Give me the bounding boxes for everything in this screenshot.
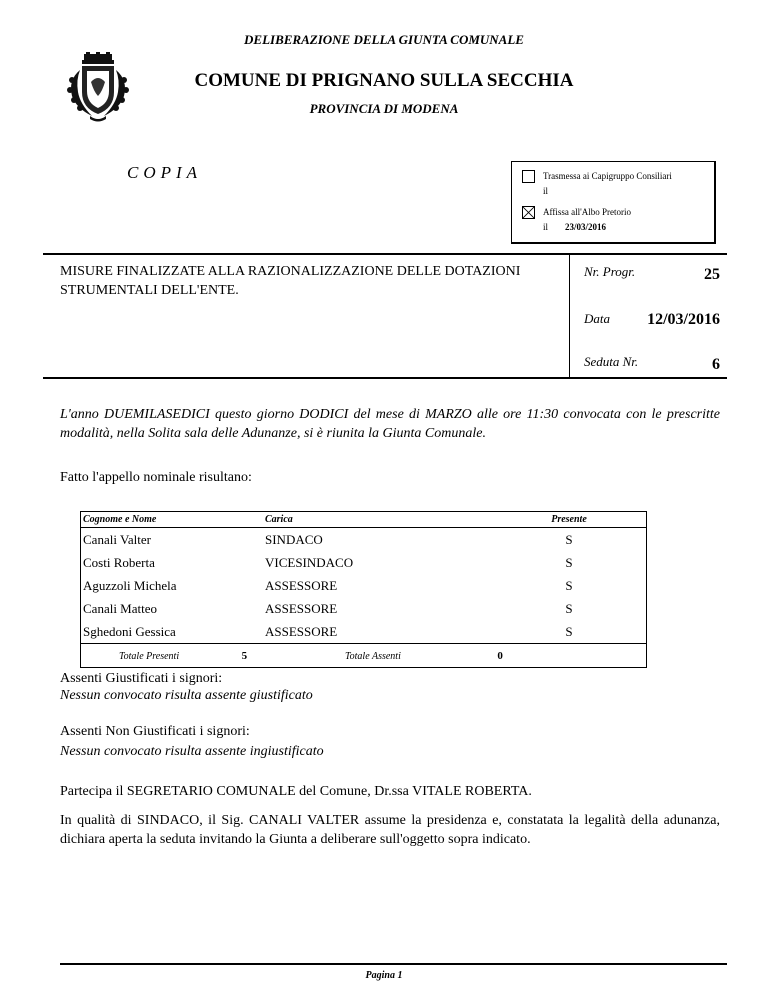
table-row [81,528,647,552]
member-presence: S [492,620,647,644]
capigruppo-date-label: il [543,186,549,196]
page-number: Pagina 1 [365,970,403,981]
table-row [81,574,647,597]
assenti-non-giustificati-label: Assenti Non Giustificati i signori: [60,724,250,739]
seduta-label: Seduta Nr. [584,354,639,369]
member-role: ASSESSORE [265,623,338,639]
data-label: Data [584,311,610,326]
albo-checkbox [522,206,535,219]
member-presence: S [492,551,647,574]
member-role: VICESINDACO [265,554,354,570]
data-value: 12/03/2016 [647,311,720,328]
header-carica: Carica [263,512,492,528]
header-presente: Presente [492,512,647,528]
divider-mid [43,377,727,379]
header-name: Cognome e Nome [81,512,264,528]
totale-assenti-value: 0 [497,649,503,662]
assenti-non-giustificati-text: Nessun convocato risulta assente ingiustificato [60,744,324,759]
member-name: Costi Roberta [81,551,264,574]
member-presence: S [492,574,647,597]
assenti-giustificati-text: Nessun convocato risulta assente giustificato [60,688,313,703]
attendance-table [80,511,647,668]
segretario-paragraph: Partecipa il SEGRETARIO COMUNALE del Comune, Dr.ssa VITALE ROBERTA. [60,784,532,799]
albo-date: 23/03/2016 [565,222,607,232]
deliberation-subject: MISURE FINALIZZATE ALLA RAZIONALIZZAZIONE DELLE DOTAZIONI STRUMENTALI DELL'ENTE. [60,264,521,298]
copia-label: COPIA [127,163,203,182]
capigruppo-label: Trasmessa ai Capigruppo Consiliari [543,171,672,181]
table-row [81,597,647,620]
appello-text: Fatto l'appello nominale risultano: [60,470,252,485]
intro-paragraph: L'anno DUEMILASEDICI questo giorno DODICI del mese di MARZO alle ore 11:30 convocata con le prescritte modalità, nella Solita sala delle Adunanze, si è riunita la Giunta Comunale. [60,407,720,441]
member-role: ASSESSORE [265,577,338,593]
member-presence: S [492,528,647,552]
document-type-title: DELIBERAZIONE DELLA GIUNTA COMUNALE [244,32,524,47]
totale-presenti-value: 5 [241,649,248,662]
member-name: Sghedoni Gessica [81,620,264,644]
transmission-box [511,161,716,244]
table-row [81,620,647,644]
member-name: Canali Matteo [81,597,264,620]
assenti-giustificati-label: Assenti Giustificati i signori: [60,671,223,686]
totale-presenti-cell [81,644,264,668]
footer-divider [60,963,727,965]
totale-assenti-label: Totale Assenti [345,650,401,662]
albo-date-label: il [543,222,549,232]
totale-presenti-label: Totale Presenti [119,650,180,662]
nr-progr-label: Nr. Progr. [584,264,636,279]
table-row [81,551,647,574]
nr-progr-value: 25 [704,266,720,283]
member-name: Canali Valter [81,528,264,552]
divider-top [43,253,727,255]
capigruppo-checkbox [522,170,535,183]
member-name: Aguzzoli Michela [81,574,264,597]
provincia-name: PROVINCIA DI MODENA [309,101,459,116]
member-role: ASSESSORE [265,600,338,616]
check-x-icon [523,207,534,218]
presidenza-paragraph: In qualità di SINDACO, il Sig. CANALI VALTER assume la presidenza e, constatata la legalità della adunanza, dichiara aperta la seduta invitando la Giunta a deliberare sull'oggetto sopra indicato. [60,813,720,847]
totale-assenti-cell [263,644,503,668]
seduta-value: 6 [712,356,720,373]
member-presence: S [492,597,647,620]
albo-label: Affissa all'Albo Pretorio [543,207,631,217]
meta-divider [569,255,570,378]
member-role: SINDACO [265,531,323,547]
totals-row [81,644,647,668]
comune-name: COMUNE DI PRIGNANO SULLA SECCHIA [194,70,574,91]
